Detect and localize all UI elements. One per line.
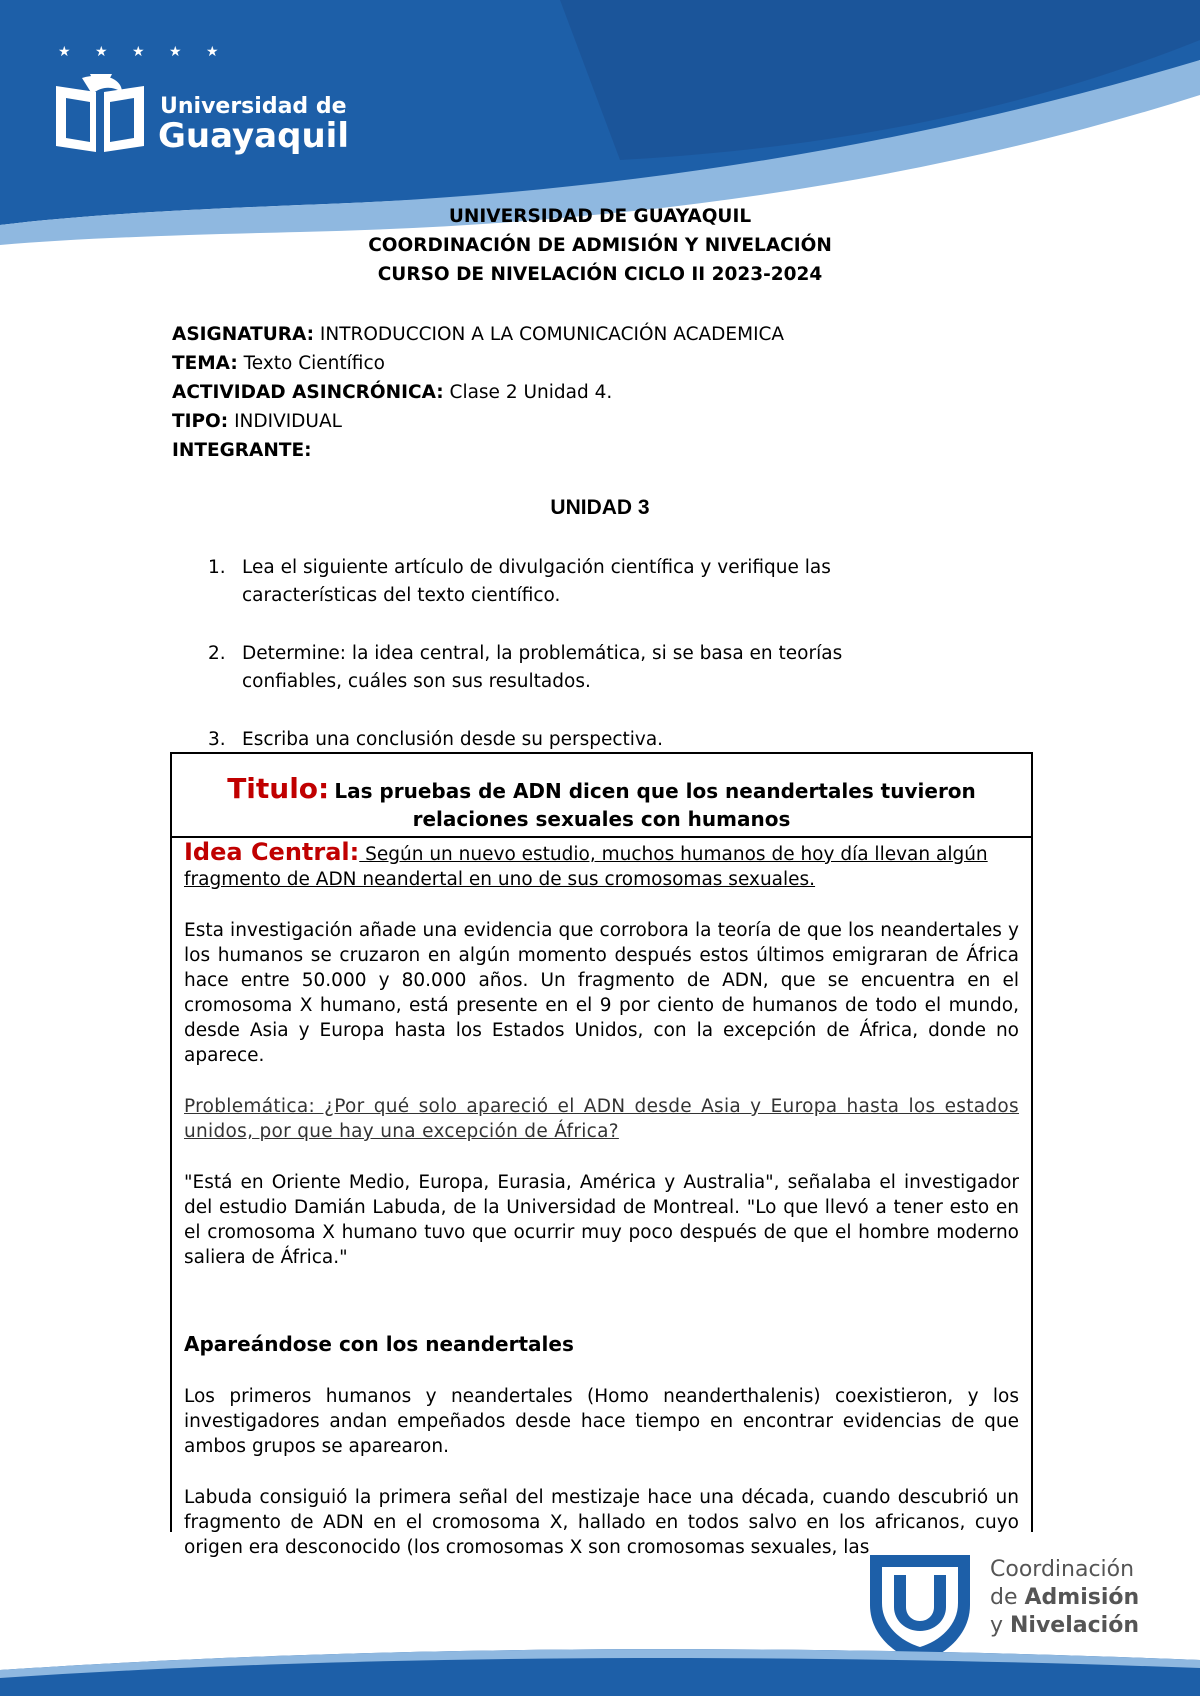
item-number: 2.: [208, 643, 226, 664]
tipo-value: INDIVIDUAL: [228, 411, 342, 432]
idea-text: Según un nuevo estudio, muchos humanos de hoy día llevan algún fragmento de ADN neandertal en uno de sus cromosomas sexuales.: [184, 844, 988, 890]
university-name-line2: Guayaquil: [158, 116, 349, 156]
paragraph: Labuda consiguió la primera señal del mestizaje hace una década, cuando descubrió un fragmento de ADN en el cromosoma X, hallado en todos salvo en los africanos, cuyo origen era desconocido (los cromosomas X son cromosomas sexuales, las: [184, 1487, 1019, 1558]
university-logo: [52, 44, 352, 159]
tema-row: [172, 349, 784, 378]
paragraph: "Está en Oriente Medio, Europa, Eurasia, América y Australia", señalaba el investigador del estudio Damián Labuda, de la Universidad de Montreal. "Lo que llevó a tener esto en el cromosoma X humano tuvo que ocurrir muy poco después de que el hombre moderno saliera de África.": [184, 1172, 1019, 1268]
asignatura-row: [172, 320, 784, 349]
actividad-label: ACTIVIDAD ASINCRÓNICA:: [172, 382, 444, 403]
assignment-meta: [172, 320, 784, 465]
title-text: Las pruebas de ADN dicen que los neandertales tuvieron relaciones sexuales con humanos: [334, 779, 976, 831]
integrante-row: [172, 436, 784, 465]
university-name-line1: Universidad de: [160, 94, 347, 119]
item-number: 1.: [208, 557, 226, 578]
coordination-line1: Coordinación: [990, 1557, 1135, 1582]
tema-label: TEMA:: [172, 353, 238, 374]
idea-central: [172, 836, 1031, 892]
idea-label: Idea Central:: [184, 838, 360, 866]
tipo-row: [172, 407, 784, 436]
title-label: Titulo:: [227, 772, 330, 805]
item-text: Escriba una conclusión desde su perspectiva.: [242, 729, 664, 750]
book-icon: [52, 72, 148, 156]
heading-line: CURSO DE NIVELACIÓN CICLO II 2023-2024: [377, 264, 823, 285]
problematica: Problemática: ¿Por qué solo apareció el ADN desde Asia y Europa hasta los estados unidos, por que hay una excepción de África?: [184, 1096, 1019, 1142]
heading-line: COORDINACIÓN DE ADMISIÓN Y NIVELACIÓN: [368, 235, 832, 256]
coordination-line2: de Admisión: [990, 1585, 1140, 1610]
article-box: [170, 752, 1033, 1558]
asignatura-value: INTRODUCCION A LA COMUNICACIÓN ACADEMICA: [314, 324, 785, 345]
asignatura-label: ASIGNATURA:: [172, 324, 315, 345]
item-text: Lea el siguiente artículo de divulgación científica y verifique las características del texto científico.: [242, 557, 831, 606]
actividad-value: Clase 2 Unidad 4.: [443, 382, 613, 403]
unit-title: UNIDAD 3: [550, 496, 650, 519]
stars-decoration: ★ ★ ★ ★ ★: [58, 44, 229, 60]
integrante-label: INTEGRANTE:: [172, 440, 312, 461]
footer-wave: [0, 1640, 1200, 1696]
item-number: 3.: [208, 729, 226, 750]
paragraph: Esta investigación añade una evidencia que corrobora la teoría de que los neandertales y los humanos se cruzaron en algún momento después estos últimos emigraran de África hace entre 50.000 y 80.000 años. Un fragmento de ADN, que se encuentra en el cromosoma X humano, está presente en el 9 por ciento de humanos de todo el mundo, desde Asia y Europa hasta los Estados Unidos, con la excepción de África, donde no aparece.: [184, 920, 1019, 1066]
document-heading: [0, 202, 1200, 289]
paragraph: Los primeros humanos y neandertales (Homo neanderthalenis) coexistieron, y los investigadores andan empeñados desde hace tiempo en encontrar evidencias de que ambos grupos se aparearon.: [184, 1386, 1019, 1457]
coordination-line3: y Nivelación: [990, 1613, 1139, 1638]
tipo-label: TIPO:: [172, 411, 229, 432]
section-subheading: Apareándose con los neandertales: [184, 1332, 574, 1356]
list-item: [208, 640, 898, 696]
list-item: [208, 554, 898, 610]
article-title: [172, 754, 1031, 834]
heading-line: UNIVERSIDAD DE GUAYAQUIL: [448, 206, 752, 227]
item-text: Determine: la idea central, la problemática, si se basa en teorías confiables, cuáles son sus resultados.: [242, 643, 843, 692]
actividad-row: [172, 378, 784, 407]
list-item: [208, 726, 898, 754]
instructions-list: [208, 554, 898, 754]
tema-value: Texto Científico: [237, 353, 385, 374]
